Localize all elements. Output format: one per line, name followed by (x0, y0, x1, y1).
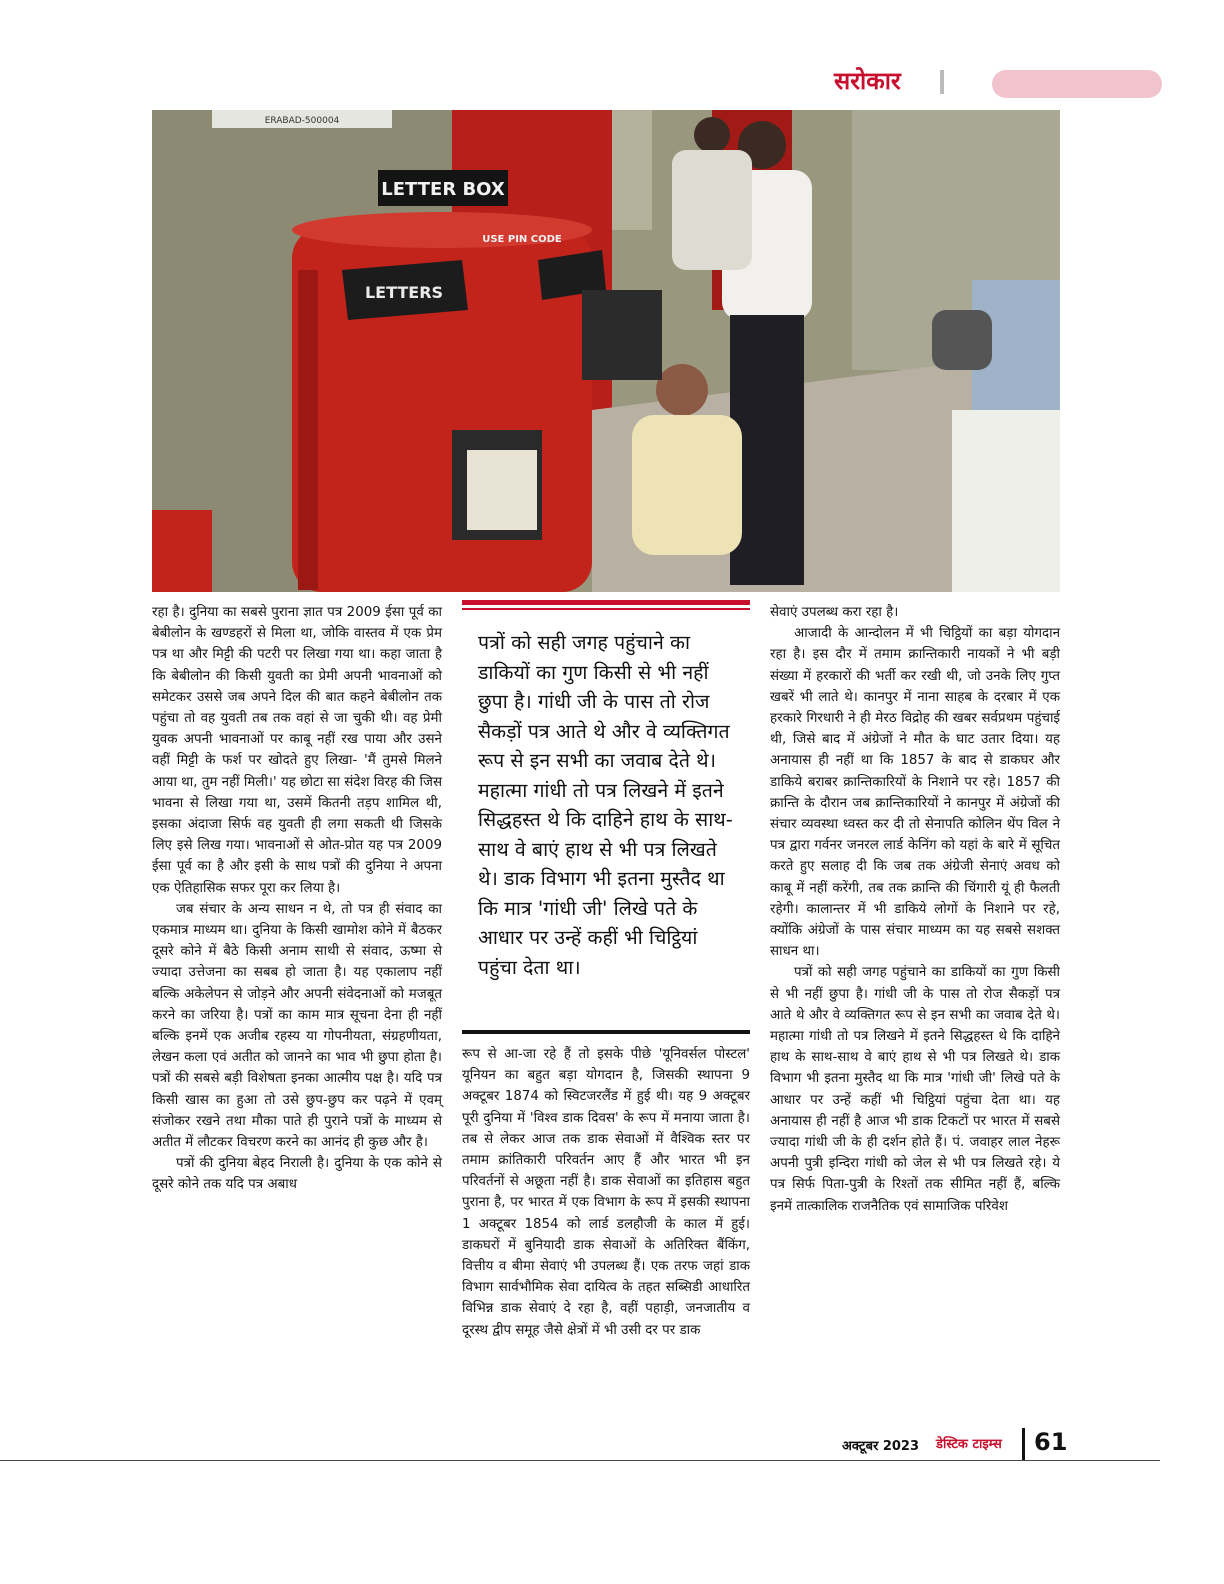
page-number: 61 (1034, 1428, 1068, 1456)
article-column-3 (770, 602, 1060, 1217)
article-column-1 (152, 602, 442, 1196)
pull-quote-rule-bottom (462, 1030, 750, 1034)
paragraph: रूप से आ-जा रहे हैं तो इसके पीछे 'यूनिवर्सल पोस्टल' यूनियन का बहुत बड़ा योगदान है, जिसकी स्थापना 9 अक्टूबर 1874 को स्विटजरलैंड में हुई थी। यह 9 अक्टूबर पूरी दुनिया में 'विश्व डाक दिवस' के रूप में मनाया जाता है। तब से लेकर आज तक डाक सेवाओं में वैश्विक स्तर पर तमाम क्रांतिकारी परिवर्तन आए हैं और भारत भी इन परिवर्तनों से अछूता नहीं है। डाक सेवाओं का इतिहास बहुत पुराना है, पर भारत में एक विभाग के रूप में इसकी स्थापना 1 अक्टूबर 1854 को लार्ड डलहौजी के काल में हुई। डाकघरों में बुनियादी डाक सेवाओं के अतिरिक्त बैंकिंग, वित्तीय व बीमा सेवाएं भी उपलब्ध हैं। एक तरफ जहां डाक विभाग सार्वभौमिक सेवा दायित्व के तहत सब्सिडी आधारित विभिन्न डाक सेवाएं दे रहा है, वहीं पहाड़ी, जनजातीय व दूरस्थ द्वीप समूह जैसे क्षेत्रों में भी उसी दर पर डाक (462, 1047, 750, 1338)
header-decoration (992, 70, 1162, 98)
pull-quote-rule-top (462, 600, 750, 605)
letter-box-sign: LETTER BOX (381, 179, 505, 200)
pin-code-label: USE PIN CODE (482, 234, 562, 245)
article-column-2 (462, 1044, 750, 1341)
header-divider (940, 70, 944, 94)
section-title: सरोकार (834, 67, 901, 95)
magazine-name: डेस्टिक टाइम्स (936, 1437, 1002, 1452)
article-photo (152, 110, 1060, 592)
paragraph: आजादी के आन्दोलन में भी चिट्ठियों का बड़ा योगदान रहा है। इस दौर में तमाम क्रान्तिकारी नायकों ने भी बड़ी संख्या में हरकारों की भर्ती कर रखी थी, जो उनके लिए गुप्त खबरें भी लाते थे। कानपुर में नाना साहब के दरबार में एक हरकारे गिरधारी ने ही मेरठ विद्रोह की खबर सर्वप्रथम पहुंचाई थी, जिसे बाद में अंग्रेजों ने मौत के घाट उतार दिया। यह अनायास ही नहीं था कि 1857 के बाद से डाकघर और डाकिये बराबर क्रान्तिकारियों के निशाने पर रहे। 1857 की क्रान्ति के दौरान जब क्रान्तिकारियों ने कानपुर में अंग्रेजों की संचार व्यवस्था ध्वस्त कर दी तो सेनापति कोलिन थेंप विल ने पत्र द्वारा गर्वनर जनरल लार्ड केनिंग को यहां के बारे में सूचित करते हुए सलाह दी कि जब तक अंग्रेजी सेनाएं अवध को काबू में नहीं करेंगी, तब तक क्रान्ति की चिंगारी यूं ही फैलती रहेगी। कालान्तर में भी डाकिये लोगों के निशाने पर रहे, क्योंकि अंग्रेजों के पास संचार माध्यम का यह सबसे सशक्त साधन था। (770, 626, 1060, 960)
footer-divider (1022, 1428, 1025, 1460)
pull-quote-rule-top-thin (462, 608, 750, 610)
issue-date: अक्टूबर 2023 (842, 1439, 920, 1454)
paragraph: पत्रों को सही जगह पहुंचाने का डाकियों का गुण किसी से भी नहीं छुपा है। गांधी जी के पास तो रोज सैकड़ों पत्र आते थे और वे व्यक्तिगत रूप से इन सभी का जवाब देते थे। महात्मा गांधी तो पत्र लिखने में इतने सिद्धहस्त थे कि दाहिने हाथ के साथ-साथ वे बाएं हाथ से भी पत्र लिखते थे। डाक विभाग भी इतना मुस्तैद था कि मात्र 'गांधी जी' लिखे पते के आधार पर उन्हें कहीं भी चिट्ठियां पहुंचा देता था। यह अनायास ही नहीं है आज भी डाक टिकटों पर भारत में सबसे ज्यादा गांधी जी के ही दर्शन होते हैं। पं. जवाहर लाल नेहरू अपनी पुत्री इन्दिरा गांधी को जेल से भी पत्र लिखते रहे। ये पत्र सिर्फ पिता-पुत्री के रिश्तों तक सीमित नहीं हैं, बल्कि इनमें तात्कालिक राजनैतिक एवं सामाजिक परिवेश (770, 965, 1060, 1214)
paragraph: सेवाएं उपलब्ध करा रहा है। (770, 605, 899, 620)
address-sign: ERABAD-500004 (264, 116, 340, 126)
pull-quote: पत्रों को सही जगह पहुंचाने का डाकियों का गुण किसी से भी नहीं छुपा है। गांधी जी के पास तो रोज सैकड़ों पत्र आते थे और वे व्यक्तिगत रूप से इन सभी का जवाब देते थे। महात्मा गांधी तो पत्र लिखने में इतने सिद्धहस्त थे कि दाहिने हाथ के साथ-साथ वे बाएं हाथ से भी पत्र लिखते थे। डाक विभाग भी इतना मुस्तैद था कि मात्र 'गांधी जी' लिखे पते के आधार पर उन्हें कहीं भी चिट्ठियां पहुंचा देता था। (478, 631, 733, 979)
paragraph: रहा है। दुनिया का सबसे पुराना ज्ञात पत्र 2009 ईसा पूर्व का बेबीलोन के खण्डहरों से मिला था, जोकि वास्तव में एक प्रेम पत्र था और मिट्टी की पटरी पर लिखा गया था। कहा जाता है कि बेबीलोन की किसी युवती का प्रेमी अपनी भावनाओं को समेटकर उससे जब अपने दिल की बात कहने बेबीलोन तक पहुंचा तो वह युवती तब तक वहां से जा चुकी थी। वह प्रेमी युवक अपनी भावनाओं पर काबू नहीं रख पाया और उसने वहीं मिट्टी के फर्श पर खोदते हुए लिखा- 'मैं तुमसे मिलने आया था, तुम नहीं मिली।' यह छोटा सा संदेश विरह की जिस भावना से लिखा गया था, उसमें कितनी तड़प शामिल थी, इसका अंदाजा सिर्फ वह युवती ही लगा सकती थी जिसके लिए इसे लिख गया। भावनाओं से ओत-प्रोत यह पत्र 2009 ईसा पूर्व का है और इसी के साथ पत्रों की दुनिया ने अपना एक ऐतिहासिक सफर पूरा कर लिया है। (152, 605, 442, 896)
footer-rule (0, 1460, 1160, 1461)
paragraph: पत्रों की दुनिया बेहद निराली है। दुनिया के एक कोने से दूसरे कोने तक यदि पत्र अबाध (152, 1156, 442, 1193)
paragraph: जब संचार के अन्य साधन न थे, तो पत्र ही संवाद का एकमात्र माध्यम था। दुनिया के किसी खामोश कोने में बैठकर दूसरे कोने में बैठे किसी अनाम साथी से संवाद, ऊष्मा से ज्यादा उत्तेजना का सबब हो जाता है। यह एकालाप नहीं बल्कि अकेलेपन से जोड़ने और अपनी संवेदनाओं को मजबूत करने का जरिया है। पत्रों का काम मात्र सूचना देना ही नहीं बल्कि इनमें एक अजीब रहस्य या गोपनीयता, संग्रहणीयता, लेखन कला एवं अतीत को जानने का भाव भी छुपा होता है। पत्रों की सबसे बड़ी विशेषता इनका आत्मीय पक्ष है। यदि पत्र किसी खास का हुआ तो उसे छुप-छुप कर पढ़ने में एवम् संजोकर रखने तथा मौका पाते ही पुराने पत्रों के माध्यम से अतीत में लौटकर विचरण करने का आनंद ही कुछ और है। (152, 901, 442, 1151)
letters-slot-label: LETTERS (364, 283, 444, 302)
